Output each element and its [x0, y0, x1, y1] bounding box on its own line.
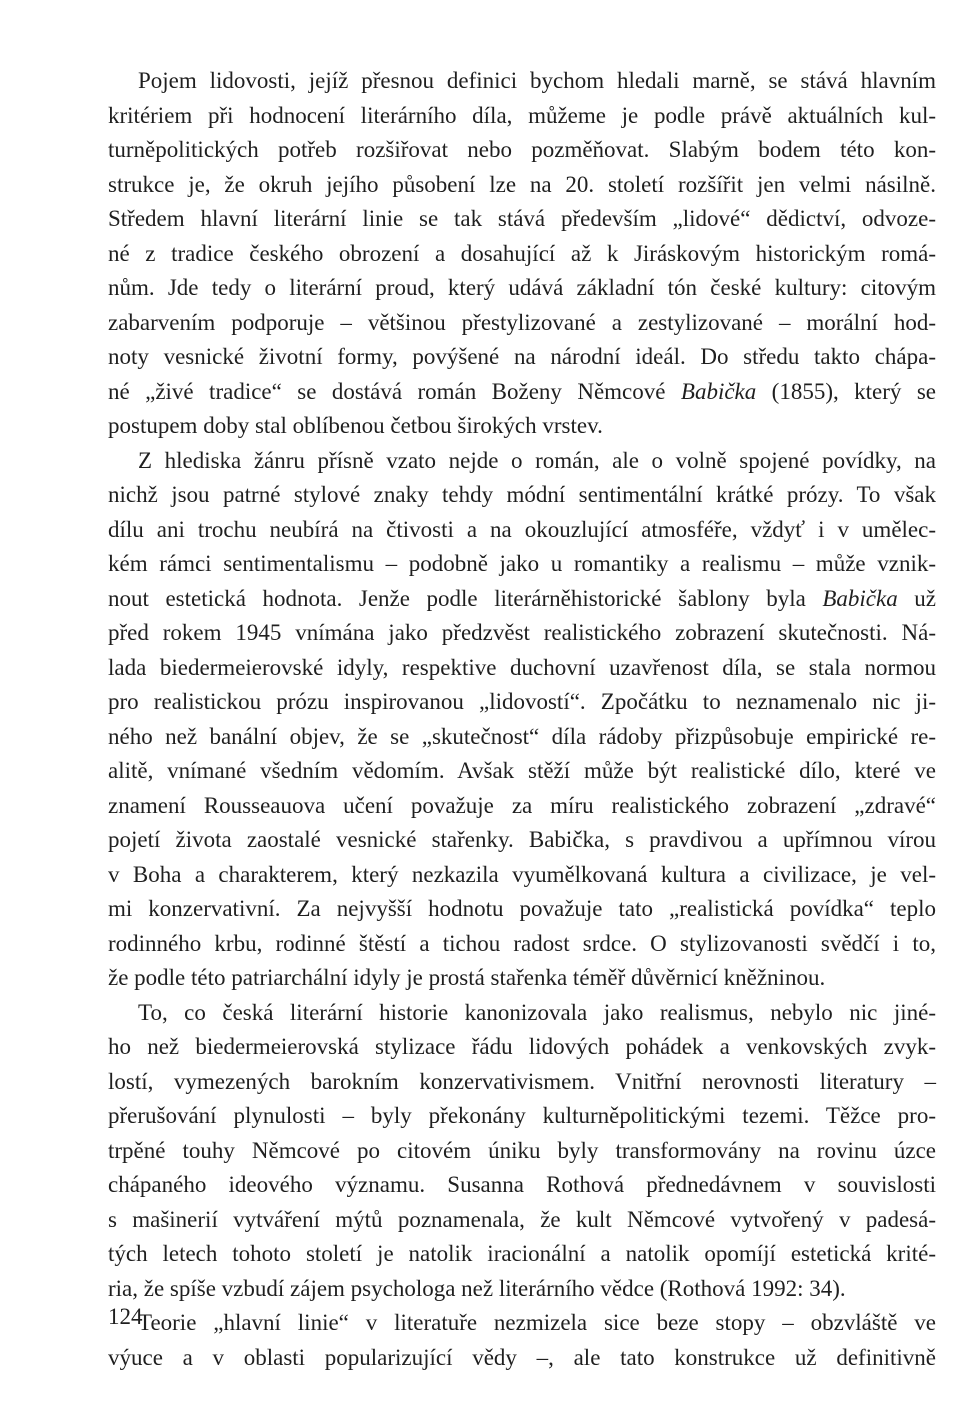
text-line: znamení Rousseauova učení považuje za míru realistického zobrazení „zdravé“: [108, 792, 936, 818]
text-line: Pojem lidovosti, jejíž přesnou definici bychom hledali marně, se stává hlavním: [138, 68, 936, 93]
text-line: nout estetická hodnota. Jenže podle literárněhistorické šablony byla Babička už: [108, 585, 936, 611]
text-line: pojetí života zaostalé vesnické stařenky. Babička, s pravdivou a upřímnou vírou: [108, 827, 936, 852]
text-line: mi konzervativní. Za nejvyšší hodnotu považuje tato „realistická povídka“ teplo: [108, 896, 936, 921]
text-line: lostí, vymezených barokním konzervativismem. Vnitřní nerovnosti literatury –: [108, 1068, 936, 1094]
text-line: strukce je, že okruh jejího působení lze na 20. století rozšířit jen velmi násilně.: [108, 171, 936, 197]
text-line: s mašinerií vytváření mýtů poznamenala, že kult Němcové vytvořený v padesá-: [108, 1206, 936, 1232]
text-line: před rokem 1945 vnímána jako předzvěst realistického zobrazení skutečnosti. Ná-: [108, 620, 936, 645]
text-line: ného než banální objev, že se „skutečnost“ díla rádoby přizpůsobuje empirické re-: [108, 723, 936, 749]
text-line: v Boha a charakterem, který nezkazila vyumělkovaná kultura a civilizace, je vel-: [108, 861, 936, 887]
text-line: Z hlediska žánru přísně vzato nejde o román, ale o volně spojené povídky, na: [138, 447, 936, 473]
text-line: kém rámci sentimentalismu – podobně jako u romantiky a realismu – může vznik-: [108, 551, 936, 576]
text-line: turněpolitických potřeb rozšiřovat nebo pozměňovat. Slabým bodem této kon-: [108, 137, 936, 162]
text-line: kritériem při hodnocení literárního díla, můžeme je podle právě aktuálních kul-: [108, 102, 936, 128]
text-line: rodinného krbu, rodinné štěstí a tichou radost srdce. O stylizovanosti svědčí i to,: [108, 930, 936, 956]
text-line: alitě, vnímané všedním vědomím. Avšak stěží může být realistické dílo, které ve: [108, 758, 936, 783]
text-line: Středem hlavní literární linie se tak stává především „lidové“ dědictví, odvoze-: [108, 206, 936, 231]
text-line: ho než biedermeierovská stylizace řádu lidových pohádek a venkovských zvyk-: [108, 1034, 936, 1059]
text-line: dílu ani trochu neubírá na čtivosti a na okouzlující atmosféře, vždyť i v umělec-: [108, 516, 936, 542]
text-line: nichž jsou patrné stylové znaky tehdy módní sentimentální krátké prózy. To však: [108, 482, 936, 507]
text-line: chápaného ideového významu. Susanna Rothová přednedávnem v souvislosti: [108, 1172, 936, 1197]
text-line: lada biedermeierovské idyly, respektive duchovní uzavřenost díla, se stala normou: [108, 654, 936, 680]
text-line: že podle této patriarchální idyly je prostá stařenka téměř důvěrnicí kněžninou.: [108, 965, 826, 990]
text-line: postupem doby stal oblíbenou četbou širokých vrstev.: [108, 413, 603, 438]
text-line: noty vesnické životní formy, povýšené na národní ideál. Do středu takto chápa-: [108, 344, 936, 369]
text-line: né „živé tradice“ se dostává román Boženy Němcové Babička (1855), který se: [108, 378, 936, 404]
text-line: pro realistickou prózu inspirovanou „lidovostí“. Zpočátku to neznamenalo nic ji-: [108, 689, 936, 714]
text-line: né z tradice českého obrození a dosahující až k Jiráskovým historickým romá-: [108, 240, 936, 266]
text-line: Teorie „hlavní linie“ v literatuře nezmizela sice beze stopy – obzvláště ve: [138, 1310, 936, 1335]
text-line: přerušování plynulosti – byly překonány kulturněpolitickými tezemi. Těžce pro-: [108, 1103, 936, 1128]
text-line: ria, že spíše vzbudí zájem psychologa než literárního vědce (Rothová 1992: 34).: [108, 1275, 846, 1301]
text-line: zabarvením podporuje – většinou přestylizované a zestylizované – morální hod-: [108, 309, 936, 335]
body-text: [108, 64, 936, 1375]
text-line: To, co česká literární historie kanonizovala jako realismus, nebylo nic jiné-: [138, 999, 936, 1025]
text-line: tých letech tohoto století je natolik iracionální a natolik opomíjí estetická krité-: [108, 1241, 936, 1266]
page-number: 124: [108, 1304, 143, 1329]
text-line: nům. Jde tedy o literární proud, který udává základní tón české kultury: citovým: [108, 275, 936, 300]
text-line: trpěné touhy Němcové po citovém úniku byly transformovány na rovinu úzce: [108, 1137, 936, 1163]
text-line: výuce a v oblasti popularizující vědy –, ale tato konstrukce už definitivně: [108, 1344, 936, 1370]
